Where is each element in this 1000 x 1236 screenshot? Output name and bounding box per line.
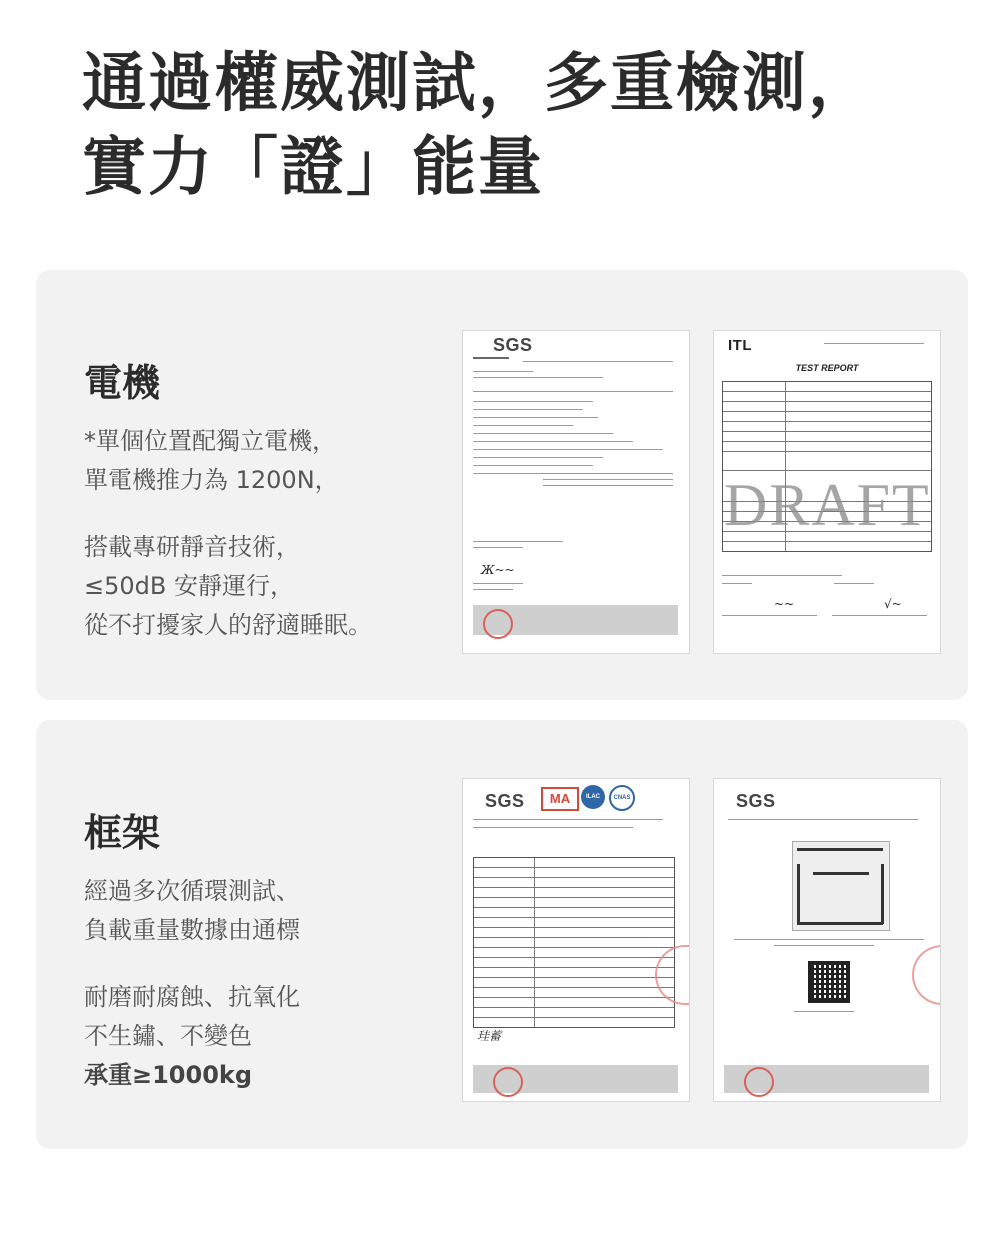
motor-card <box>36 270 968 700</box>
frame-durability-line-2: 不生鏽、不變色 <box>84 1022 252 1050</box>
frame-durability-line-1: 耐磨耐腐蝕、抗氧化 <box>84 983 300 1011</box>
sgs-logo: SGS <box>493 335 533 355</box>
itl-report-title: TEST REPORT <box>795 363 859 373</box>
motor-silent-text <box>84 528 372 645</box>
motor-title: 電機 <box>84 361 161 405</box>
itl-signature-2: √~ <box>884 597 902 611</box>
sgs-ma-report-image <box>462 778 690 1102</box>
ma-mark-icon: MA <box>541 787 579 811</box>
sgs-logo-3: SGS <box>736 791 776 811</box>
frame-test-line-1: 經過多次循環測試、 <box>84 877 300 905</box>
red-seal-icon-3 <box>744 1067 774 1097</box>
motor-spec-line-2: 單電機推力為 1200N， <box>84 466 339 494</box>
frame-test-text <box>84 872 300 950</box>
frame-durability-text <box>84 978 300 1095</box>
headline-line-1: 通過權威測試，多重檢測， <box>82 47 874 121</box>
frame-title: 框架 <box>84 811 161 855</box>
frame-load-capacity: 承重≥1000kg <box>84 1061 253 1089</box>
motor-silent-line-2: ≤50dB 安靜運行， <box>84 572 294 600</box>
motor-spec-text <box>84 422 339 500</box>
frame-card <box>36 720 968 1149</box>
motor-spec-line-1: *單個位置配獨立電機， <box>84 427 336 455</box>
bed-frame-photo <box>792 841 890 931</box>
itl-logo: ITL <box>728 337 752 354</box>
motor-silent-line-3: 從不打擾家人的舒適睡眠。 <box>84 611 372 639</box>
red-seal-icon-2 <box>493 1067 523 1097</box>
sgs-sample-report-image <box>713 778 941 1102</box>
sgs-logo-2: SGS <box>485 791 525 811</box>
headline-line-2: 實力「證」能量 <box>82 131 544 205</box>
motor-silent-line-1: 搭載專研靜音技術， <box>84 533 300 561</box>
frame-test-line-2: 負載重量數據由通標 <box>84 916 300 944</box>
sgs-certificate-image <box>462 330 690 654</box>
page-headline <box>82 42 874 210</box>
sgs-signature: Ж~~ <box>481 563 515 577</box>
qr-code-icon <box>808 961 850 1003</box>
itl-signature-1: ~~ <box>774 597 795 611</box>
red-seal-edge-icon-2 <box>912 945 941 1005</box>
draft-watermark: DRAFT <box>724 472 931 538</box>
sgs-ma-signature: 珪蓄 <box>477 1029 502 1043</box>
cnas-icon: CNAS <box>609 785 635 811</box>
ilac-mra-icon: ILAC <box>581 785 605 809</box>
itl-test-report-image <box>713 330 941 654</box>
sgs-report-table <box>473 857 675 1028</box>
red-seal-icon <box>483 609 513 639</box>
